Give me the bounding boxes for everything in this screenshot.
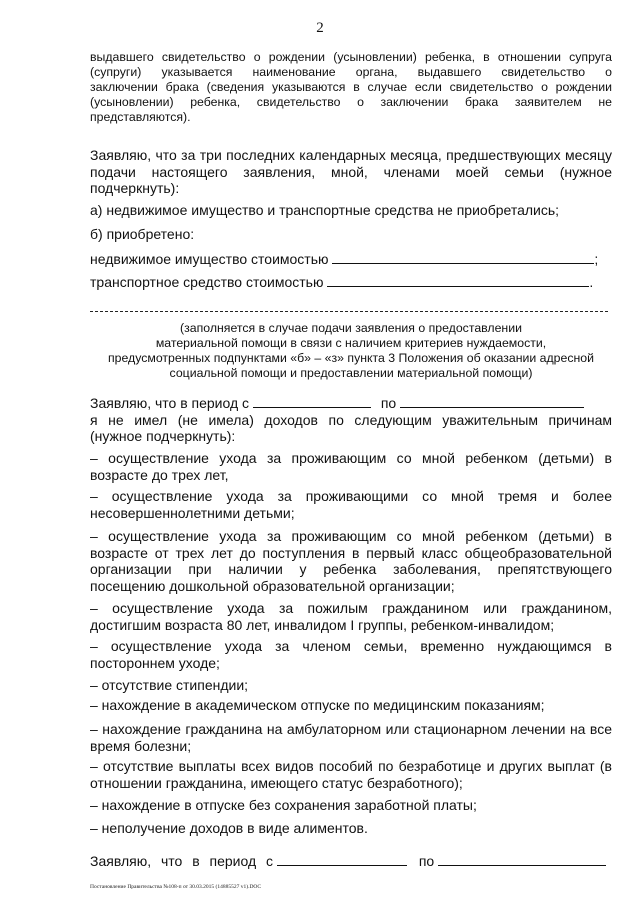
- intro-line: (усыновлении) ребенка, свидетельство о заключении брака заявителем не: [90, 95, 612, 109]
- intro-line: представляются).: [90, 110, 191, 124]
- section-divider: [90, 311, 608, 312]
- reason-item: – осуществление ухода за пожилым гражданином или гражданином, достигшим возраста 80 лет, инвалидом I группы, ребенком-инвалидом;: [90, 600, 612, 633]
- reason-item: – осуществление ухода за проживающим со мной ребенком (детьми) в возрасте от трех лет до поступления в первый класс общеобразовательной организации при наличии у ребенка заболевания, препятствующего посещению дошкольной образовательной организации;: [90, 528, 612, 594]
- reason-list-1: [90, 450, 612, 483]
- note-line: социальной помощи и предоставлении материальной помощи): [169, 366, 533, 380]
- reason-item: – неполучение доходов в виде алиментов.: [90, 820, 368, 836]
- reason-item: – нахождение гражданина на амбулаторном или стационарном лечении на все время болезни;: [90, 721, 612, 754]
- vehicle-cost-row: [90, 273, 612, 291]
- reason-item: – нахождение в отпуске без сохранения заработной платы;: [90, 797, 477, 813]
- period-prefix: Заявляю, что в период с: [90, 853, 274, 869]
- period-to-field[interactable]: [438, 852, 606, 866]
- realty-cost-label: недвижимое имущество стоимостью: [90, 251, 329, 267]
- declaration-text: я не имел (не имела) доходов по следующим уважительным причинам: [90, 411, 612, 428]
- vehicle-cost-field[interactable]: [327, 273, 589, 287]
- reason-item: – осуществление ухода за членом семьи, временно нуждающимся в постороннем уходе;: [90, 638, 612, 671]
- realty-cost-field[interactable]: [332, 250, 594, 264]
- period-to-label: по: [380, 395, 397, 411]
- footer-doc-reference: Постановление Правительства №108-п от 30.03.2015 (14885527 v1).DOC: [90, 884, 262, 890]
- period-from-field[interactable]: [253, 394, 371, 408]
- intro-line: (супруги) указывается наименование органа, выдавшего свидетельство о: [90, 65, 612, 79]
- reason-item: – осуществление ухода за проживающими со мной тремя и более несовершеннолетними детьми;: [90, 488, 612, 521]
- page-number: 2: [316, 20, 324, 36]
- option-b-text: б) приобретено:: [90, 226, 195, 242]
- vehicle-cost-label: транспортное средство стоимостью: [90, 274, 324, 290]
- vehicle-cost-end: .: [589, 274, 594, 290]
- period-to-label: по: [418, 853, 435, 869]
- declaration-no-income: [90, 394, 612, 445]
- reason-item: – отсутствие выплаты всех видов пособий по безработице и других выплат (в отношении гражданина, имеющего статус безработного);: [90, 758, 612, 791]
- declaration-period-2: [90, 852, 612, 870]
- intro-line: заключении брака (сведения указываются в случае если свидетельство о рождении: [90, 80, 612, 94]
- realty-cost-end: ;: [594, 251, 599, 267]
- realty-cost-row: [90, 250, 612, 268]
- declaration-acquisitions: [90, 147, 612, 197]
- reason-item: – отсутствие стипендии;: [90, 677, 249, 693]
- note-line: (заполняется в случае подачи заявления о предоставлении: [180, 321, 522, 335]
- declaration-text: Заявляю, что за три последних календарных месяца, предшествующих месяцу подачи настоящего заявления, мной, членами моей семьи (нужное подчеркнуть):: [90, 147, 612, 196]
- note-line: материальной помощи в связи с наличием критериев нуждаемости,: [155, 336, 547, 350]
- declaration-text: (нужное подчеркнуть):: [90, 428, 236, 444]
- period-from-field[interactable]: [277, 852, 407, 866]
- note-line: предусмотренных подпунктами «б» – «з» пункта 3 Положения об оказании адресной: [107, 351, 595, 365]
- period-to-field[interactable]: [400, 394, 584, 408]
- period-prefix: Заявляю, что в период с: [90, 395, 250, 411]
- intro-line: выдавшего свидетельство о рождении (усыновлении) ребенка, в отношении супруга: [90, 50, 612, 64]
- reason-item: – нахождение в академическом отпуске по медицинским показаниям;: [90, 697, 545, 713]
- section-note: [90, 321, 612, 381]
- option-a-text: а) недвижимое имущество и транспортные средства не приобретались;: [90, 202, 560, 218]
- reason-item: – осуществление ухода за проживающим со мной ребенком (детьми) в возрасте до трех лет,: [90, 450, 612, 483]
- intro-paragraph: [90, 50, 612, 125]
